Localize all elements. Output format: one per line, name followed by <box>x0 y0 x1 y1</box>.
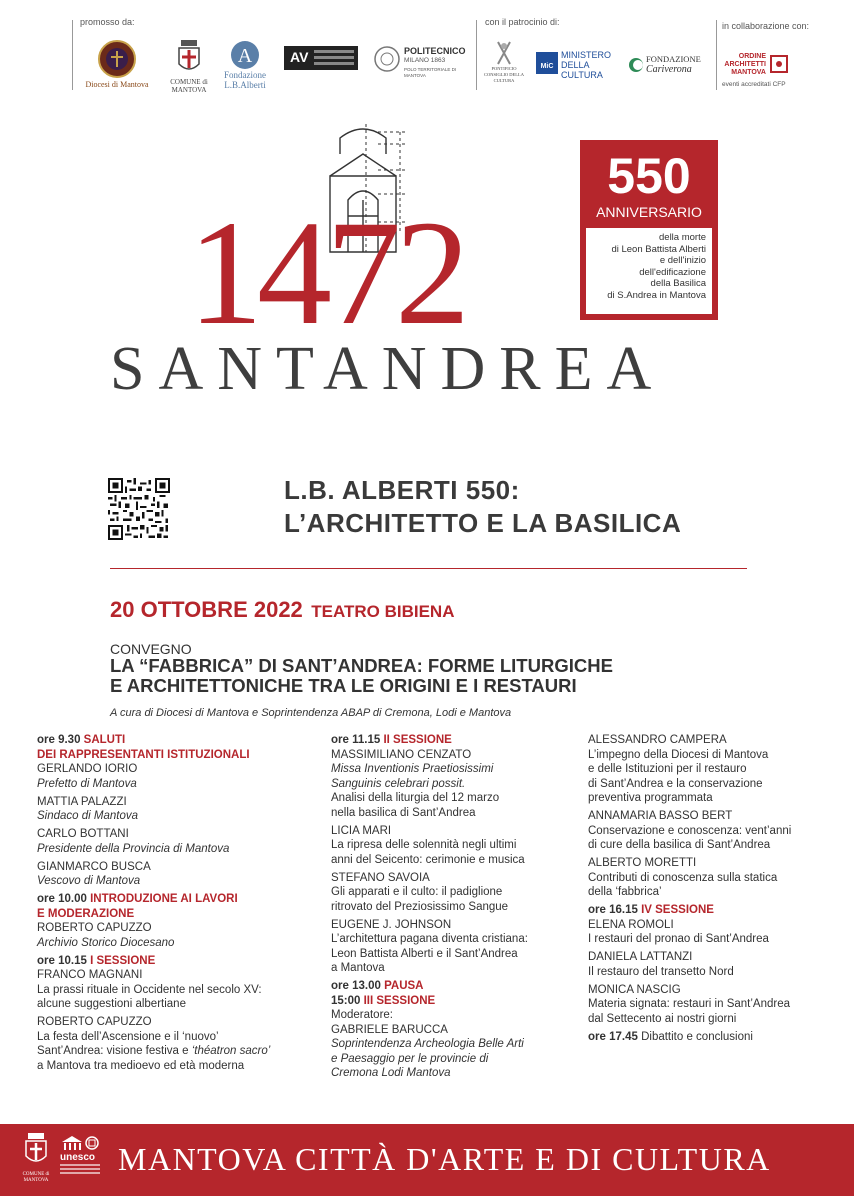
program-line <box>588 748 791 763</box>
program-line <box>37 842 270 857</box>
program-text: di Sant’Andrea e la conservazione <box>588 777 763 790</box>
program-text: Sant’Andrea: visione festiva e <box>37 1045 192 1057</box>
cariverona-icon <box>628 57 644 73</box>
program-text: ALESSANDRO CAMPERA <box>588 734 727 746</box>
santandrea-title: SANTANDREA <box>110 335 666 403</box>
event-date: 20 OTTOBRE 2022 <box>110 597 303 622</box>
program-line <box>37 968 270 983</box>
program-line <box>37 748 270 763</box>
qr-code-icon[interactable] <box>108 478 170 540</box>
event-title: LA “FABBRICA” DI SANT’ANDREA: FORME LITURGICHE E ARCHITETTONICHE TRA LE ORIGINI E I RESTAURI <box>110 655 613 696</box>
program-text: Contributi di conoscenza sulla statica <box>588 871 778 884</box>
divider <box>476 20 477 90</box>
program-line <box>331 838 528 853</box>
program-line <box>331 824 528 839</box>
program-text: DEI RAPPRESENTANTI ISTITUZIONALI <box>37 748 250 761</box>
program-text: LICIA MARI <box>331 824 392 837</box>
program-text: FRANCO MAGNANI <box>37 969 143 981</box>
program-line <box>331 1052 528 1067</box>
program-line <box>588 733 791 748</box>
footer-title: MANTOVA CITTÀ D'ARTE E DI CULTURA <box>118 1141 771 1177</box>
program-line <box>331 961 528 976</box>
program-text: L’impegno della Diocesi di Mantova <box>588 748 769 761</box>
program-text: ROBERTO CAPUZZO <box>37 922 152 934</box>
program-text-highlight: IV SESSIONE <box>641 904 714 916</box>
program-text-highlight: Dibattito e conclusioni <box>641 1030 753 1043</box>
program-line <box>331 871 528 886</box>
program-line <box>37 954 270 969</box>
program-line <box>331 777 528 792</box>
program-text: Materia signata: restauri in Sant’Andrea <box>588 998 790 1010</box>
program-line <box>331 791 528 806</box>
program-line <box>37 1015 270 1030</box>
comune-crest-icon <box>22 1132 50 1172</box>
program-line <box>37 809 270 824</box>
program-line <box>331 1008 528 1023</box>
program-line <box>588 983 791 998</box>
event-date-line <box>110 597 455 623</box>
program-text: MONICA NASCIG <box>588 983 681 996</box>
program-text: DANIELA LATTANZI <box>588 951 693 963</box>
program-text: ALBERTO MORETTI <box>588 857 697 869</box>
program-text: nella basilica di Sant’Andrea <box>331 806 476 819</box>
divider <box>72 20 73 90</box>
program-text: a Mantova tra medioevo ed età moderna <box>37 1059 245 1072</box>
program-text: Moderatore: <box>331 1009 394 1021</box>
program-text: Analisi della liturgia del 12 marzo <box>331 792 500 804</box>
program-line <box>37 874 270 889</box>
program-text: e Paesaggio per le provincie di <box>331 1052 489 1065</box>
program-line <box>588 824 791 839</box>
program-text: dal Settecento ai nostri giorni <box>588 1012 737 1025</box>
program-line <box>588 918 791 933</box>
program-line <box>588 885 791 900</box>
program-column-2 <box>331 733 528 1081</box>
collaborazione-label: in collaborazione con: <box>722 21 810 31</box>
program-line <box>37 860 270 875</box>
program-line <box>588 762 791 777</box>
ministero-logo: MiC MINISTERO DELLA CULTURA <box>536 50 616 80</box>
program-line <box>37 936 270 951</box>
program-line <box>37 762 270 777</box>
program-text: a Mantova <box>331 962 385 974</box>
event-kind: CONVEGNO <box>110 641 192 657</box>
program-text: Archivio Storico Diocesano <box>37 936 175 949</box>
program-column-3 <box>588 733 791 1044</box>
program-line <box>37 795 270 810</box>
program-line <box>37 827 270 842</box>
footer-unesco-label: unesco <box>60 1152 96 1163</box>
program-line <box>37 907 270 922</box>
anniversary-label: ANNIVERSARIO <box>596 204 702 220</box>
program-line <box>37 733 270 748</box>
program-line <box>588 1012 791 1027</box>
program-text: MASSIMILIANO CENZATO <box>331 748 472 761</box>
program-line <box>37 997 270 1012</box>
divider <box>110 568 747 569</box>
program-text: Missa Inventionis Praetiosissimi <box>331 763 494 775</box>
program-text: alcune suggestioni albertiane <box>37 998 186 1010</box>
program-line <box>37 983 270 998</box>
program-text: Vescovo di Mantova <box>37 875 141 887</box>
program-text: Prefetto di Mantova <box>37 777 137 790</box>
program-line <box>331 748 528 763</box>
program-line <box>588 997 791 1012</box>
program-text: anni del Seicento: cerimonie e musica <box>331 853 525 866</box>
program-line <box>331 806 528 821</box>
program-text: ore 13.00 <box>331 980 385 992</box>
program-text: e delle Istituzioni per il restauro <box>588 763 747 775</box>
program-text-highlight: I SESSIONE <box>90 954 156 967</box>
program-text: ore 10.00 <box>37 893 91 905</box>
anniversary-box <box>580 140 718 320</box>
program-line <box>331 1037 528 1052</box>
program-line <box>331 979 528 994</box>
program-line <box>588 809 791 824</box>
divider <box>716 20 717 90</box>
program-line <box>331 853 528 868</box>
program-text: Il restauro del transetto Nord <box>588 965 734 978</box>
program-text: della ‘fabbrica’ <box>588 886 662 898</box>
program-text: ore 16.15 <box>588 904 642 916</box>
program-line <box>588 950 791 965</box>
program-line <box>37 921 270 936</box>
program-text: Presidente della Provincia di Mantova <box>37 842 230 855</box>
program-text: GIANMARCO BUSCA <box>37 860 151 873</box>
program-text: Soprintendenza Archeologia Belle Arti <box>331 1038 524 1050</box>
footer-comune-label: COMUNE di MANTOVA <box>22 1172 50 1183</box>
year-1472: 1472 <box>188 190 464 356</box>
program-line <box>331 762 528 777</box>
program-line <box>588 856 791 871</box>
program-line <box>37 1044 270 1059</box>
program-line <box>331 932 528 947</box>
program-text-highlight: ‘théatron sacro’ <box>191 1045 271 1057</box>
av-icon: AV <box>290 49 309 65</box>
program-text: Gli apparati e il culto: il padiglione <box>331 886 503 898</box>
program-line <box>588 871 791 886</box>
program-text: ritrovato del Preziosissimo Sangue <box>331 900 509 913</box>
program-line <box>588 777 791 792</box>
program-line <box>331 1066 528 1081</box>
program-line <box>331 994 528 1009</box>
cariverona-logo: FONDAZIONE Cariverona <box>628 54 708 78</box>
program-text: E MODERAZIONE <box>37 907 135 920</box>
event-curator: A cura di Diocesi di Mantova e Soprintendenza ABAP di Cremona, Lodi e Mantova <box>110 707 512 719</box>
program-text: di cure della basilica di Sant’Andrea <box>588 839 771 851</box>
program-text: ore 17.45 <box>588 1030 642 1043</box>
program-text: MATTIA PALAZZI <box>37 795 127 808</box>
program-line <box>37 1030 270 1045</box>
program-line <box>588 965 791 980</box>
program-line <box>588 791 791 806</box>
program-text: preventiva programmata <box>588 792 713 804</box>
papal-keys-icon <box>492 40 516 66</box>
program-text-highlight: III SESSIONE <box>363 994 436 1007</box>
event-venue: TEATRO BIBIENA <box>311 602 455 621</box>
program-text: GABRIELE BARUCCA <box>331 1023 448 1036</box>
program-text-highlight: PAUSA <box>384 980 424 992</box>
program-line <box>331 900 528 915</box>
program-line <box>588 903 791 918</box>
program-text: ROBERTO CAPUZZO <box>37 1016 152 1028</box>
divider <box>60 1172 100 1174</box>
svg-text:A: A <box>237 45 253 67</box>
diocesi-logo: Diocesi di Mantova <box>80 40 154 89</box>
divider <box>60 1164 100 1166</box>
divider <box>60 1168 100 1170</box>
ordine-square-icon <box>770 55 788 73</box>
ordine-architetti-logo: ORDINE ARCHITETTI MANTOVA eventi accreditati CFP <box>722 53 802 93</box>
politecnico-seal-icon <box>374 46 400 72</box>
program-text: ELENA ROMOLI <box>588 918 674 931</box>
politecnico-logo: POLITECNICO MILANO 1863 POLO TERRITORIALE DI MANTOVA <box>374 44 466 84</box>
program-text: Cremona Lodi Mantova <box>331 1067 451 1079</box>
program-text-highlight: SALUTI <box>83 734 126 746</box>
program-line <box>588 932 791 947</box>
comune-logo: COMUNE di MANTOVA <box>168 38 210 94</box>
unesco-temple-icon <box>60 1134 100 1152</box>
program-line <box>37 1059 270 1074</box>
program-line <box>331 733 528 748</box>
program-text: L’architettura pagana diventa cristiana: <box>331 933 528 945</box>
program-text: Sanguinis celebrari possit. <box>331 777 466 790</box>
program-column-1 <box>37 733 270 1073</box>
program-text: GERLANDO IORIO <box>37 763 138 775</box>
promosso-label: promosso da: <box>80 17 135 27</box>
program-line <box>588 1030 791 1045</box>
alberti-a-icon <box>230 40 260 70</box>
diocesi-seal-icon <box>98 40 136 78</box>
program-line <box>588 838 791 853</box>
program-text-highlight: II SESSIONE <box>383 734 452 746</box>
program-text: ANNAMARIA BASSO BERT <box>588 810 733 822</box>
program-text: ore 9.30 <box>37 734 84 746</box>
comune-crest-icon <box>173 38 205 78</box>
anniversary-description: della morte di Leon Battista Alberti e dell'inizio dell'edificazione della Basilica di S.Andrea in Mantova <box>586 228 712 314</box>
program-line <box>37 777 270 792</box>
headline: L.B. ALBERTI 550: L’ARCHITETTO E LA BASILICA <box>284 475 682 538</box>
program-text: CARLO BOTTANI <box>37 828 129 840</box>
program-line <box>331 1023 528 1038</box>
program-line <box>37 892 270 907</box>
anniversary-number: 550 <box>607 148 691 204</box>
program-text: EUGENE J. JOHNSON <box>331 918 452 931</box>
program-line <box>331 918 528 933</box>
pontificio-logo: PONTIFICIO CONSIGLIO DELLA CULTURA <box>482 40 526 84</box>
program-text: ore 11.15 <box>331 734 384 746</box>
program-text: Leon Battista Alberti e il Sant’Andrea <box>331 947 518 960</box>
program-text: Sindaco di Mantova <box>37 810 139 822</box>
program-text: 15:00 <box>331 994 364 1007</box>
patrocinio-label: con il patrocinio di: <box>485 17 560 27</box>
program-text: La prassi rituale in Occidente nel secolo XV: <box>37 983 262 996</box>
program-line <box>331 885 528 900</box>
program-text: La festa dell’Ascensione e il ‘nuovo’ <box>37 1030 219 1043</box>
program-text: La ripresa delle solennità negli ultimi <box>331 839 517 851</box>
program-text: Conservazione e conoscenza: vent’anni <box>588 824 792 837</box>
program-text: I restauri del pronao di Sant’Andrea <box>588 933 769 945</box>
av-logo <box>284 46 358 70</box>
program-text: ore 10.15 <box>37 954 91 967</box>
program-text: STEFANO SAVOIA <box>331 871 430 884</box>
fondazione-alberti-logo: A Fondazione L.B.Alberti <box>220 40 270 90</box>
program-text-highlight: INTRODUZIONE AI LAVORI <box>90 893 238 905</box>
program-line <box>331 947 528 962</box>
